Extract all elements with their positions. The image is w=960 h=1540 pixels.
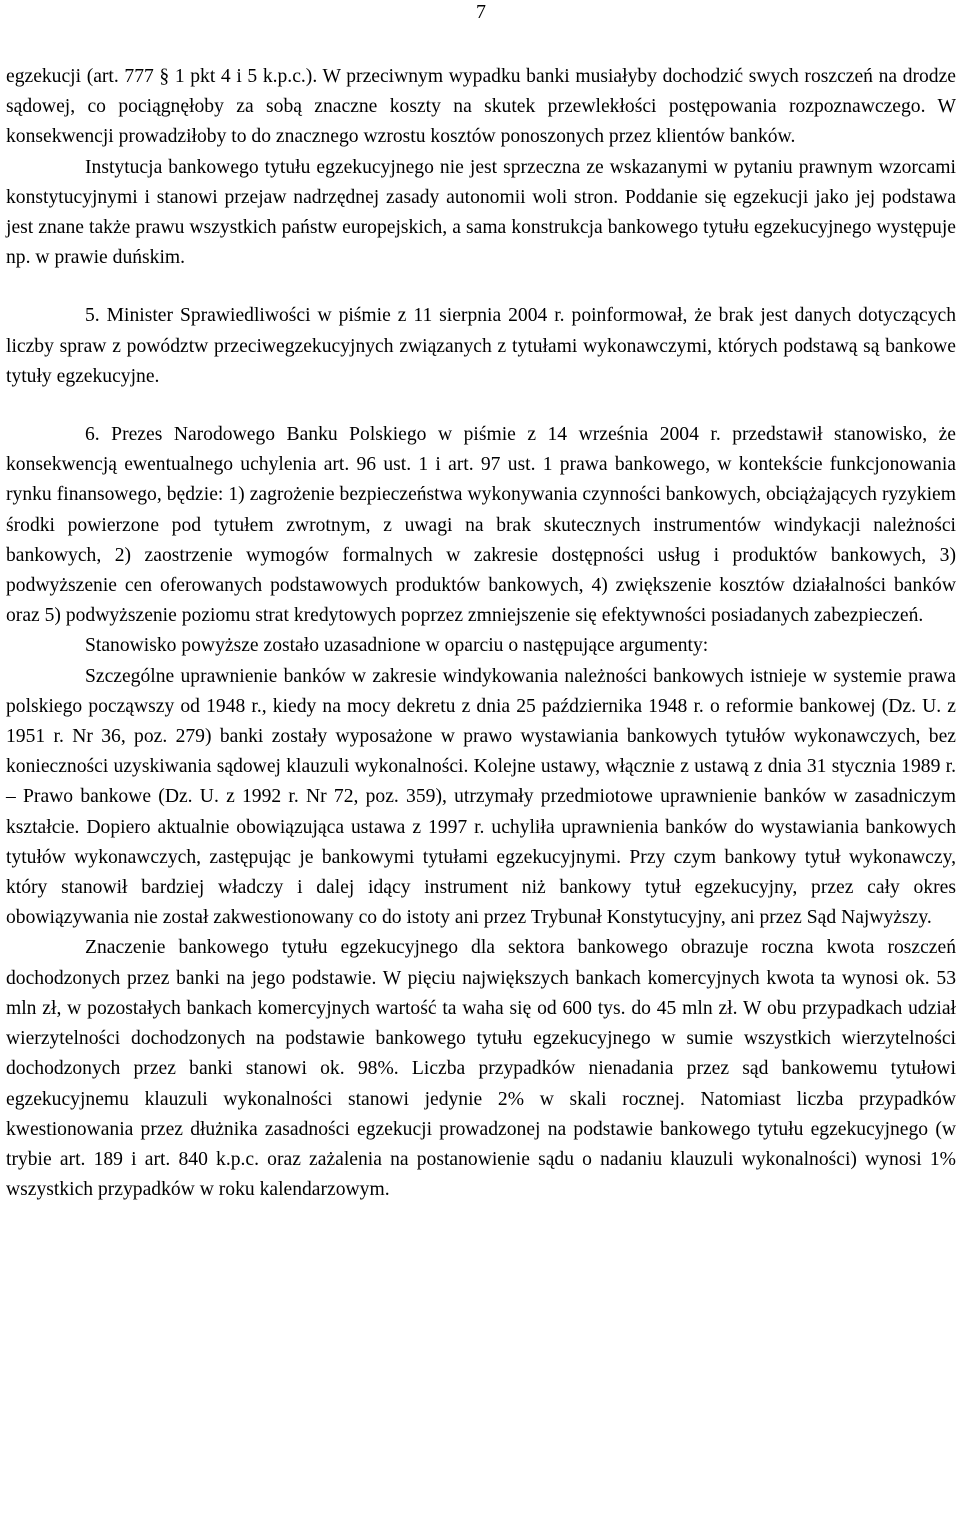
paragraph-nbp-president: 6. Prezes Narodowego Banku Polskiego w piśmie z 14 września 2004 r. przedstawił stanowisko, że konsekwencją ewentualnego uchylenia art. 96 ust. 1 i art. 97 ust. 1 prawa bankowego, w kontekście funkcjonowania rynku finansowego, będzie: 1) zagrożenie bezpieczeństwa wykonywania czynności bankowych, obciążających ryzykiem środki powierzone pod tytułem zwrotnym, z uwagi na brak skutecznych instrumentów windykacji należności bankowych, 2) zaostrzenie wymogów formalnych w zakresie dostępności usług i produktów bankowych, 3) podwyższenie cen oferowanych podstawowych produktów bankowych, 4) zwiększenie kosztów działalności banków oraz 5) podwyższenie poziomu strat kredytowych poprzez zmniejszenie się efektywności posiadanych zabezpieczeń.: [6, 424, 956, 627]
document-body: [6, 62, 956, 1205]
paragraph-significance-statistics: Znaczenie bankowego tytułu egzekucyjnego dla sektora bankowego obrazuje roczna kwota roszczeń dochodzonych przez banki na jego podstawie. W pięciu największych bankach komercyjnych kwota ta wynosi ok. 53 mln zł, w pozostałych bankach komercyjnych wartość ta waha się od 600 tys. do 45 mln zł. W obu przypadkach udział wierzytelności dochodzonych na podstawie bankowego tytułu egzekucyjnego w sumie wszystkich wierzytelności dochodzonych przez banki stanowi ok. 98%. Liczba przypadków nienadania przez sąd bankowemu tytułowi egzekucyjnemu klauzuli wykonalności stanowi jedynie 2% w skali rocznej. Natomiast liczba przypadków kwestionowania przez dłużnika zasadności egzekucji prowadzonej na podstawie bankowego tytułu egzekucyjnego (w trybie art. 189 i art. 840 k.p.c. oraz zażalenia na postanowienie sądu o nadaniu klauzuli wykonalności) wynosi 1% wszystkich przypadków w roku kalendarzowym.: [6, 937, 956, 1201]
page-number: 7: [476, 1, 486, 23]
paragraph-enforcement-costs: egzekucji (art. 777 § 1 pkt 4 i 5 k.p.c.). W przeciwnym wypadku banki musiałyby dochodzić swych roszczeń na drodze sądowej, co pociągnęłoby za sobą znaczne koszty na skutek przewlekłości postępowania rozpoznawczego. W konsekwencji prowadziłoby to do znacznego wzrostu kosztów ponoszonych przez klientów banków.: [6, 66, 956, 148]
paragraph-position-intro: Stanowisko powyższe zostało uzasadnione w oparciu o następujące argumenty:: [85, 635, 709, 657]
paragraph-constitutional-compliance: Instytucja bankowego tytułu egzekucyjnego nie jest sprzeczna ze wskazanymi w pytaniu prawnym wzorcami konstytucyjnymi i stanowi przejaw nadrzędnej zasady autonomii woli stron. Poddanie się egzekucji jako jej podstawa jest znane także prawu wszystkich państw europejskich, a sama konstrukcja bankowego tytułu egzekucyjnego występuje np. w prawie duńskim.: [6, 156, 956, 269]
paragraph-historical-background: Szczególne uprawnienie banków w zakresie windykowania należności bankowych istnieje w systemie prawa polskiego począwszy od 1948 r., kiedy na mocy dekretu z dnia 25 października 1948 r. o reformie bankowej (Dz. U. z 1951 r. Nr 36, poz. 279) banki zostały wyposażone w prawo wystawiania bankowych tytułów wykonawczych, bez konieczności uzyskiwania sądowej klauzuli wykonalności. Kolejne ustawy, włącznie z ustawą z dnia 31 stycznia 1989 r. – Prawo bankowe (Dz. U. z 1992 r. Nr 72, poz. 359), utrzymały przedmiotowe uprawnienie banków w zasadniczym kształcie. Dopiero aktualnie obowiązująca ustawa z 1997 r. uchyliła uprawnienia banków do wystawiania bankowych tytułów wykonawczych, zastępując je bankowymi tytułami egzekucyjnymi. Przy czym bankowy tytuł wykonawczy, który stanowił bardziej władczy i dalej idący instrument niż bankowy tytuł egzekucyjny, przez cały okres obowiązywania nie został zakwestionowany co do istoty ani przez Trybunał Konstytucyjny, ani przez Sąd Najwyższy.: [6, 665, 956, 929]
paragraph-minister-of-justice: 5. Minister Sprawiedliwości w piśmie z 11 sierpnia 2004 r. poinformował, że brak jest danych dotyczących liczby spraw z powództw przeciwegzekucyjnych związanych z tytułami wykonawczymi, których podstawą są bankowe tytuły egzekucyjne.: [6, 305, 956, 387]
